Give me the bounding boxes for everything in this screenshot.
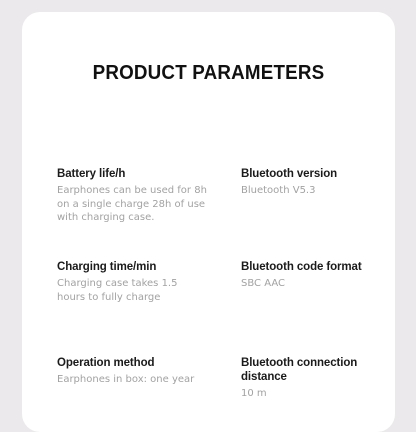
param-label: Battery life/h (57, 168, 126, 180)
param-charging-time (57, 260, 207, 304)
page-title: PRODUCT PARAMETERS (92, 62, 325, 84)
param-value: 10 m (241, 388, 267, 399)
param-label: Bluetooth code format (241, 261, 362, 273)
param-value: SBC AAC (241, 278, 285, 289)
param-label: Bluetooth version (241, 168, 338, 180)
param-label: Operation method (57, 357, 155, 369)
param-label: Bluetooth connection distance (241, 357, 358, 383)
param-label: Charging time/min (57, 261, 157, 273)
param-value: Charging case takes 1.5 hours to fully charge (57, 278, 178, 303)
parameters-card (22, 12, 395, 432)
param-bluetooth-version (241, 167, 391, 198)
param-value: Earphones in box: one year (57, 374, 195, 385)
param-value: Earphones can be used for 8h on a single charge 28h of use with charging case. (57, 185, 207, 223)
param-operation-method (57, 356, 207, 387)
param-battery-life (57, 167, 207, 225)
param-bluetooth-code-format (241, 260, 391, 291)
param-value: Bluetooth V5.3 (241, 185, 316, 196)
param-bluetooth-connection-distance (241, 356, 391, 401)
